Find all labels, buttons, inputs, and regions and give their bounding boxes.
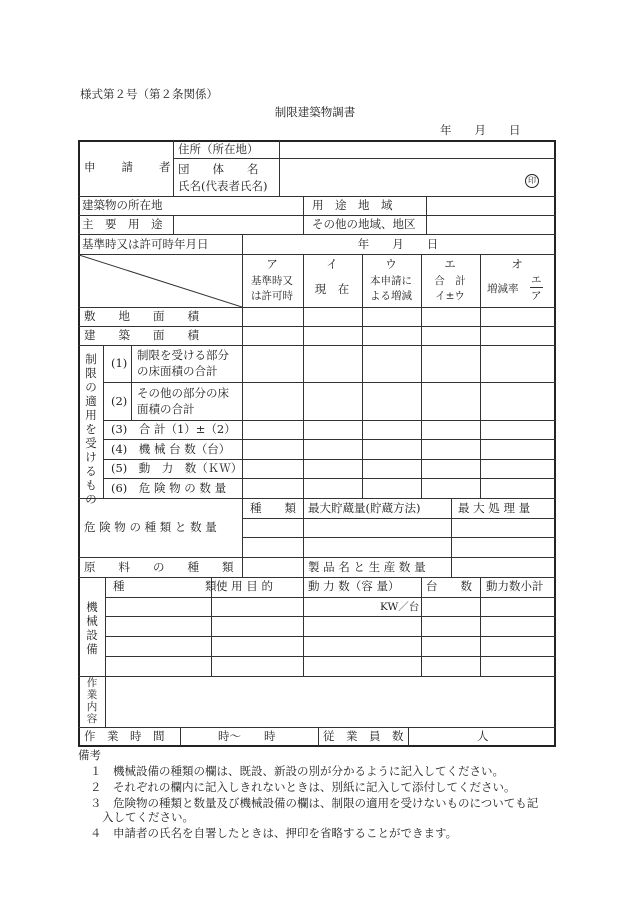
product-label: 製 品 名 と 生 産 数 量	[308, 560, 426, 574]
note-1: １ 機械設備の種類の欄は、既設、新設の別が分かるように記入してください。	[90, 764, 504, 778]
count-header: 台 数	[426, 579, 472, 593]
item6-label: (6) 危 険 物 の 数 量	[111, 481, 227, 495]
col-u-letter: ウ	[385, 257, 397, 271]
col-a-line2: は許可時	[251, 290, 293, 302]
col-a-line1: 基準時又	[251, 275, 293, 287]
purpose-header: 使 用 目 的	[216, 579, 273, 593]
work-content-label: 作業内容	[86, 677, 98, 725]
col-u-line1: 本申請に	[370, 275, 412, 287]
machinery-label: 機械設備	[86, 600, 98, 656]
item1-line1: 制限を受ける部分	[137, 348, 229, 362]
col-o-denominator: ア	[531, 290, 542, 302]
col-i-text: 現 在	[314, 282, 350, 296]
col-o-fraction-bar	[530, 287, 543, 288]
col-e-line2: イ±ウ	[435, 290, 465, 302]
col-a-letter: ア	[266, 257, 278, 271]
notes-heading: 備考	[78, 748, 101, 762]
col-e-letter: エ	[444, 257, 456, 271]
org-name-label: 団 体 名	[178, 162, 259, 176]
max-storage-header: 最大貯蔵量(貯蔵方法)	[308, 501, 421, 515]
note-2: ２ それぞれの欄内に記入しきれないときは、別紙に記入して添付してください。	[90, 780, 516, 794]
employees-unit: 人	[477, 729, 489, 743]
power-subtotal-header: 動力数小計	[486, 579, 544, 593]
power-unit: KW／台	[380, 601, 420, 613]
item1-number: (1)	[111, 356, 128, 370]
item2-line1: その他の部分の床	[137, 386, 229, 400]
note-4: ４ 申請者の氏名を自署したときは、押印を省略することができます。	[90, 826, 458, 840]
item3-label: (3) 合 計（1）±（2）	[111, 422, 236, 436]
col-u-line2: よる増減	[370, 290, 412, 302]
raw-material-label: 原 料 の 種 類	[84, 560, 234, 574]
col-o-prefix: 増減率	[487, 283, 519, 295]
hazard-label: 危 険 物 の 種 類 と 数 量	[84, 520, 217, 534]
representative-name-label: 氏名(代表者氏名)	[178, 179, 268, 193]
col-o-numerator: エ	[531, 274, 542, 286]
work-hours-value: 時～ 時	[218, 729, 276, 743]
building-location-label: 建築物の所在地	[82, 198, 163, 212]
main-use-label: 主 要 用 途	[82, 217, 163, 231]
col-i-letter: イ	[326, 257, 338, 271]
site-area-label: 敷 地 面 積	[84, 309, 199, 323]
power-header: 動 力 数（容 量）	[308, 579, 400, 593]
applicant-label: 申 請 者	[84, 160, 172, 174]
work-hours-label: 作 業 時 間	[84, 729, 165, 743]
note-3a: ３ 危険物の種類と数量及び機械設備の欄は、制限の適用を受けないものについても記	[90, 796, 539, 810]
col-e-line1: 合 計	[434, 275, 466, 287]
col-o-letter: オ	[511, 257, 523, 271]
address-label: 住所（所在地）	[178, 142, 259, 156]
form-date-label: 年 月 日	[440, 123, 521, 137]
building-area-label: 建 築 面 積	[84, 328, 199, 342]
seal-mark: 印	[525, 174, 539, 188]
note-3b: 入してください。	[102, 810, 194, 824]
diagonal-header-line	[79, 255, 242, 307]
item2-line2: 面積の合計	[137, 402, 195, 416]
item1-line2: の床面積の合計	[137, 364, 218, 378]
max-processing-header: 最 大 処 理 量	[458, 501, 531, 515]
restricted-label: 制限の適用を受けるもの	[85, 352, 97, 506]
zone-label: 用 途 地 域	[312, 198, 393, 212]
employees-label: 従 業 員 数	[323, 729, 404, 743]
item2-number: (2)	[111, 394, 128, 408]
machine-kind-header: 種 類	[113, 579, 217, 593]
item5-label: (5) 動 力 数（ＫＷ）	[111, 461, 243, 475]
other-zone-label: その他の地域、地区	[312, 217, 416, 231]
hazard-kind-header: 種 類	[250, 501, 296, 515]
item4-label: (4) 機 械 台 数（台）	[111, 442, 231, 456]
form-number: 様式第２号（第２条関係）	[80, 87, 218, 101]
base-date-value: 年 月 日	[357, 237, 439, 251]
form-title: 制限建築物調書	[274, 105, 356, 119]
base-date-label: 基準時又は許可時年月日	[82, 237, 209, 251]
